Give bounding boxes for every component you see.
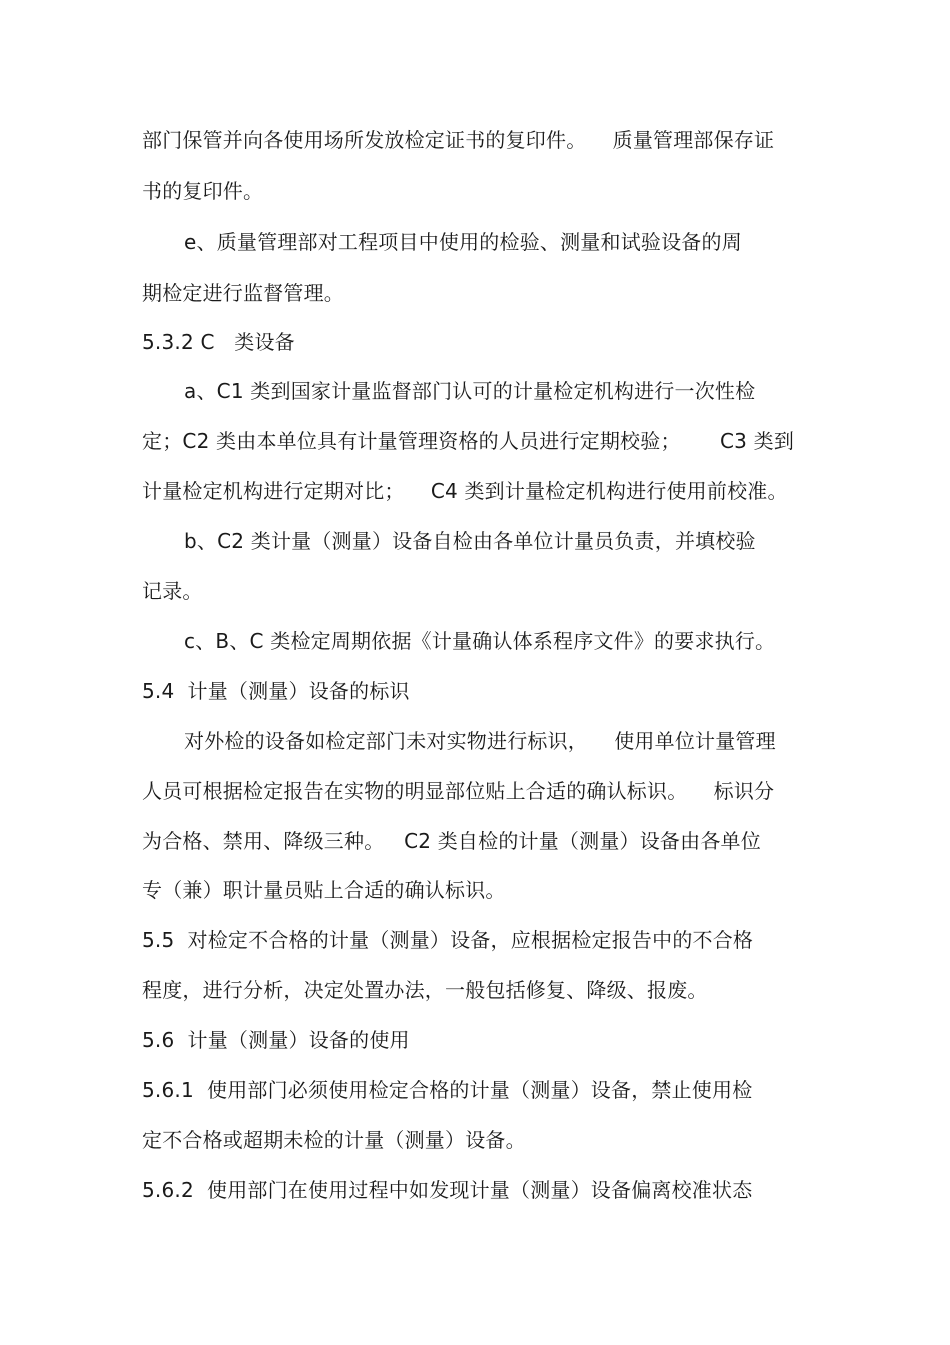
section-heading: 5.6 计量（测量）设备的使用 <box>142 1028 410 1052</box>
text-line: 对外检的设备如检定部门未对实物进行标识， 使用单位计量管理 <box>184 729 776 753</box>
section-heading: 5.6.1 使用部门必须使用检定合格的计量（测量）设备，禁止使用检 <box>142 1078 753 1102</box>
text-line: a、C1 类到国家计量监督部门认可的计量检定机构进行一次性检 <box>184 379 756 403</box>
text-line: c、B、C 类检定周期依据《计量确认体系程序文件》的要求执行。 <box>184 629 776 653</box>
text-line: e、质量管理部对工程项目中使用的检验、测量和试验设备的周 <box>184 230 742 254</box>
text-line: 为合格、禁用、降级三种。 C2 类自检的计量（测量）设备由各单位 <box>142 829 761 853</box>
text-line: 专（兼）职计量员贴上合适的确认标识。 <box>142 878 506 902</box>
text-line: 部门保管并向各使用场所发放检定证书的复印件。 质量管理部保存证 <box>142 128 775 152</box>
text-line: 记录。 <box>142 579 203 603</box>
section-heading: 5.3.2 C 类设备 <box>142 330 295 354</box>
text-line: b、C2 类计量（测量）设备自检由各单位计量员负责，并填校验 <box>184 529 756 553</box>
section-heading: 5.6.2 使用部门在使用过程中如发现计量（测量）设备偏离校准状态 <box>142 1178 753 1202</box>
text-line: 人员可根据检定报告在实物的明显部位贴上合适的确认标识。 标识分 <box>142 779 775 803</box>
text-line: 定；C2 类由本单位具有计量管理资格的人员进行定期校验； C3 类到 <box>142 429 795 453</box>
text-line: 程度，进行分析，决定处置办法，一般包括修复、降级、报废。 <box>142 978 708 1002</box>
section-heading: 5.5 对检定不合格的计量（测量）设备，应根据检定报告中的不合格 <box>142 928 754 952</box>
text-line: 计量检定机构进行定期对比； C4 类到计量检定机构进行使用前校准。 <box>142 479 788 503</box>
text-line: 期检定进行监督管理。 <box>142 281 344 305</box>
text-line: 定不合格或超期未检的计量（测量）设备。 <box>142 1128 526 1152</box>
section-heading: 5.4 计量（测量）设备的标识 <box>142 679 410 703</box>
text-line: 书的复印件。 <box>142 179 264 203</box>
